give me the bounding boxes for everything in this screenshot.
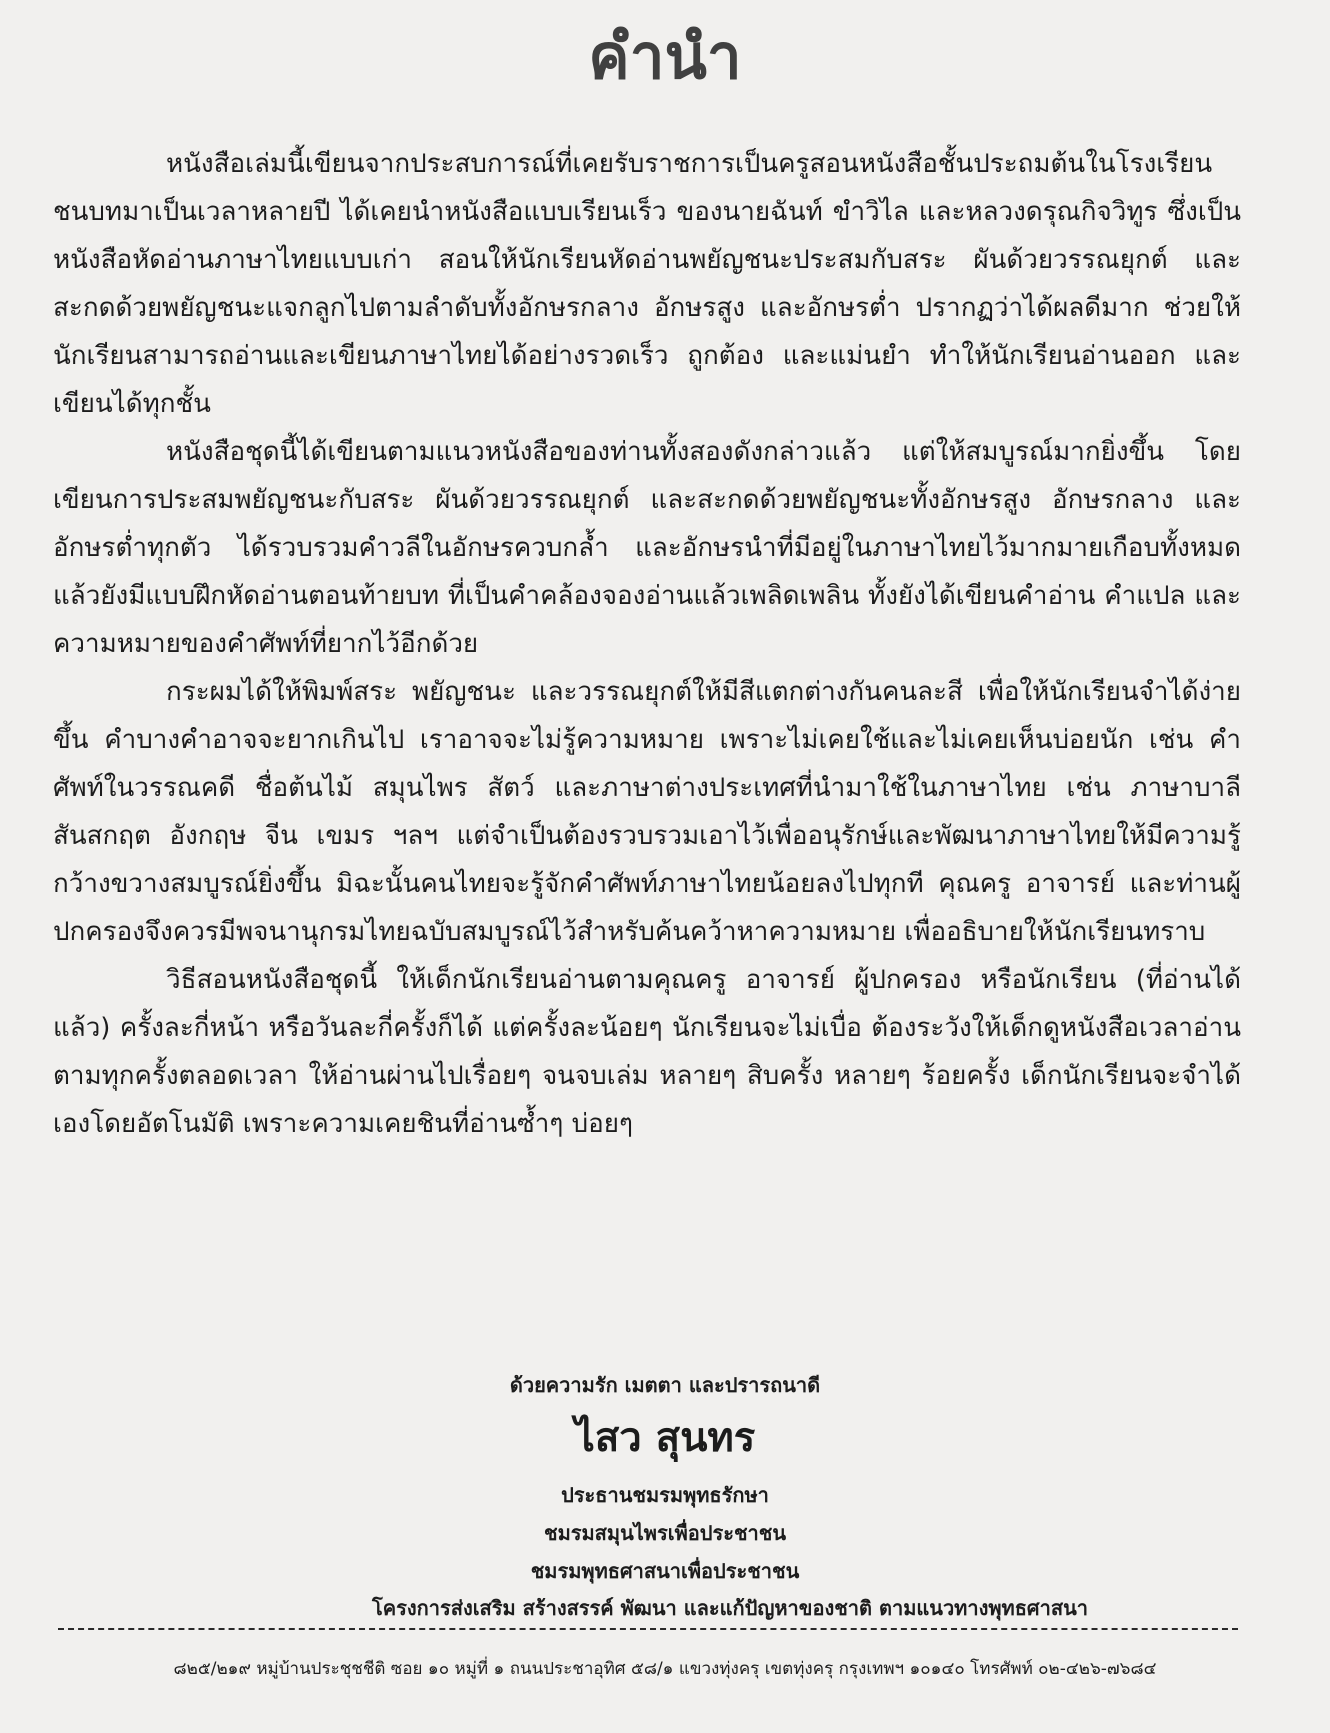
project-line: โครงการส่งเสริม สร้างสรรค์ พัฒนา และแก้ปัญหาของชาติ ตามแนวทางพุทธศาสนา bbox=[372, 1596, 1088, 1620]
page-title: คำนำ bbox=[588, 20, 742, 93]
author-name: ไสว สุนทร bbox=[574, 1415, 756, 1461]
position-2: ชมรมสมุนไพรเพื่อประชาชน bbox=[544, 1521, 786, 1545]
paragraph-3: กระผมได้ให้พิมพ์สระ พยัญชนะ และวรรณยุกต์ให้มีสีแตกต่างกันคนละสี เพื่อให้นักเรียนจำได้ง่ายขึ้น คำบางคำอาจจะยากเกินไป เราอาจจะไม่รู้ความหมาย เพราะไม่เคยใช้และไม่เคยเห็นบ่อยนัก เช่น คำศัพท์ในวรรณคดี ชื่อต้นไม้ สมุนไพร สัตว์ และภาษาต่างประเทศที่นำมาใช้ในภาษาไทย เช่น ภาษาบาลี สันสกฤต อังกฤษ จีน เขมร ฯลฯ แต่จำเป็นต้องรวบรวมเอาไว้เพื่ออนุรักษ์และพัฒนาภาษาไทยให้มีความรู้กว้างขวางสมบูรณ์ยิ่งขึ้น มิฉะนั้นคนไทยจะรู้จักคำศัพท์ภาษาไทยน้อยลงไปทุกที คุณครู อาจารย์ และท่านผู้ปกครองจึงควรมีพจนานุกรมไทยฉบับสมบูรณ์ไว้สำหรับค้นคว้าหาความหมาย เพื่ออธิบายให้นักเรียนทราบ bbox=[53, 677, 1241, 947]
paragraph-4: วิธีสอนหนังสือชุดนี้ ให้เด็กนักเรียนอ่านตามคุณครู อาจารย์ ผู้ปกครอง หรือนักเรียน (ที่อ่านได้แล้ว) ครั้งละกี่หน้า หรือวันละกี่ครั้งก็ได้ แต่ครั้งละน้อยๆ นักเรียนจะไม่เบื่อ ต้องระวังให้เด็กดูหนังสือเวลาอ่านตามทุกครั้งตลอดเวลา ให้อ่านผ่านไปเรื่อยๆ จนจบเล่ม หลายๆ สิบครั้ง หลายๆ ร้อยครั้ง เด็กนักเรียนจะจำได้เองโดยอัตโนมัติ เพราะความเคยชินที่อ่านซ้ำๆ บ่อยๆ bbox=[53, 965, 1241, 1139]
salutation: ด้วยความรัก เมตตา และปรารถนาดี bbox=[509, 1373, 821, 1397]
paragraph-1: หนังสือเล่มนี้เขียนจากประสบการณ์ที่เคยรับราชการเป็นครูสอนหนังสือชั้นประถมต้นในโรงเรียนชนบทมาเป็นเวลาหลายปี ได้เคยนำหนังสือแบบเรียนเร็ว ของนายฉันท์ ขำวิไล และหลวงดรุณกิจวิทูร ซึ่งเป็นหนังสือหัดอ่านภาษาไทยแบบเก่า สอนให้นักเรียนหัดอ่านพยัญชนะประสมกับสระ ผันด้วยวรรณยุกต์ และสะกดด้วยพยัญชนะแจกลูกไปตามลำดับทั้งอักษรกลาง อักษรสูง และอักษรต่ำ ปรากฏว่าได้ผลดีมาก ช่วยให้นักเรียนสามารถอ่านและเขียนภาษาไทยได้อย่างรวดเร็ว ถูกต้อง และแม่นยำ ทำให้นักเรียนอ่านออก และเขียนได้ทุกชั้น bbox=[53, 149, 1241, 419]
paragraph-2: หนังสือชุดนี้ได้เขียนตามแนวหนังสือของท่านทั้งสองดังกล่าวแล้ว แต่ให้สมบูรณ์มากยิ่งขึ้น โดยเขียนการประสมพยัญชนะกับสระ ผันด้วยวรรณยุกต์ และสะกดด้วยพยัญชนะทั้งอักษรสูง อักษรกลาง และอักษรต่ำทุกตัว ได้รวบรวมคำวลีในอักษรควบกล้ำ และอักษรนำที่มีอยู่ในภาษาไทยไว้มากมายเกือบทั้งหมด แล้วยังมีแบบฝึกหัดอ่านตอนท้ายบท ที่เป็นคำคล้องจองอ่านแล้วเพลิดเพลิน ทั้งยังได้เขียนคำอ่าน คำแปล และความหมายของคำศัพท์ที่ยากไว้อีกด้วย bbox=[53, 437, 1241, 659]
position-3: ชมรมพุทธศาสนาเพื่อประชาชน bbox=[530, 1559, 800, 1583]
signature-block bbox=[0, 1370, 1330, 1626]
dashed-divider bbox=[58, 1628, 1238, 1630]
position-1: ประธานชมรมพุทธรักษา bbox=[561, 1483, 769, 1507]
preface-body bbox=[53, 140, 1241, 1148]
footer-address: ๘๒๕/๒๑๙ หมู่บ้านประชุชชีติ ซอย ๑๐ หมู่ที่ ๑ ถนนประชาอุทิศ ๕๘/๑ แขวงทุ่งครุ เขตทุ่งครุ กรุงเทพฯ ๑๐๑๔๐ โทรศัพท์ ๐๒-๔๒๖-๗๖๘๔ bbox=[173, 1659, 1157, 1679]
